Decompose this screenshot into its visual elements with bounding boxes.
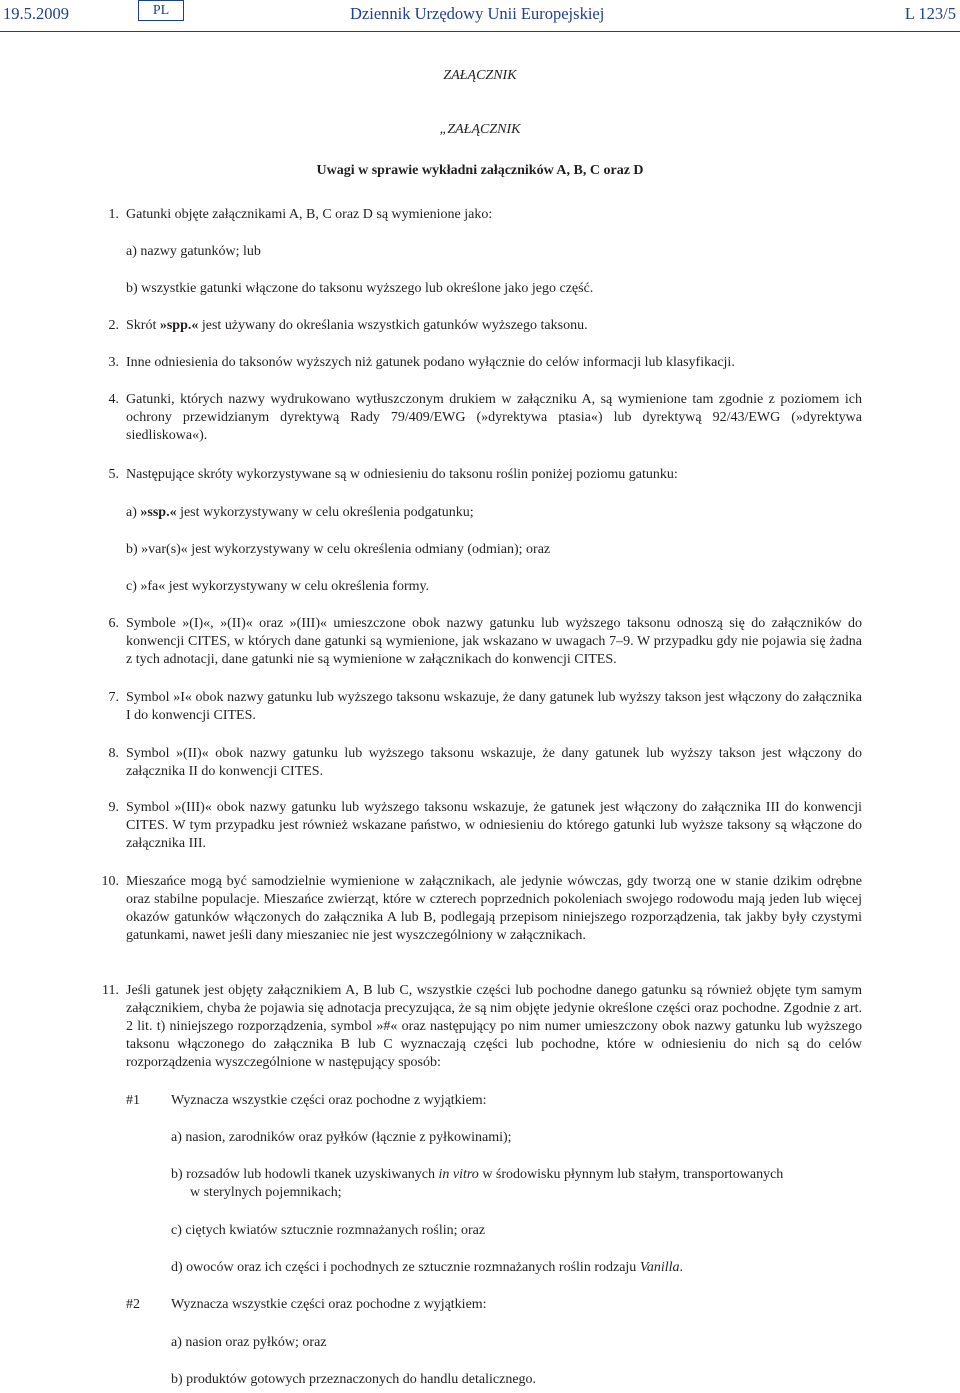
item-number: 3. xyxy=(108,355,119,370)
annotation-1d-pre: d) owoców oraz ich części i pochodnych ze sztucznie rozmnażanych roślin rodzaju xyxy=(171,1260,640,1275)
vanilla-term: Vanilla xyxy=(639,1260,680,1275)
annotation-1d-post: . xyxy=(679,1260,683,1275)
paragraph-5c: c) »fa« jest wykorzystywany w celu określenia formy. xyxy=(126,579,430,594)
paragraph-3: Inne odniesienia do taksonów wyższych niż gatunek podano wyłącznie do celów informacji lub klasyfikacji. xyxy=(126,355,735,370)
annotation-number: #1 xyxy=(126,1093,140,1108)
annotation-1b xyxy=(171,1166,783,1184)
item-number: 11. xyxy=(102,983,119,998)
page-header xyxy=(0,0,960,34)
paragraph-4: Gatunki, których nazwy wydrukowano wytłuszczonym drukiem w załączniku A, są wymienione tam zgodnie z poziomem ich ochrony przewidzianym dyrektywą Rady 79/409/EWG (»dyrektywa ptasia«) lub dyrektywą 92/43/EWG (»dyrektywa siedliskowa«). xyxy=(126,392,862,443)
header-rule xyxy=(0,31,960,32)
page-number: L 123/5 xyxy=(904,4,956,23)
item-number: 10. xyxy=(101,874,119,889)
publication-date: 19.5.2009 xyxy=(3,4,69,23)
paragraph-10: Mieszańce mogą być samodzielnie wymienione w załącznikach, ale jedynie wówczas, gdy tworzą one w stanie dzikim odrębne oraz stabilne populacje. Mieszańce zwierząt, które w czterech poprzednich pokoleniach swojego rodowodu mają jeden lub więcej okazów gatunków włączonych do załącznika A lub B, podlegają przepisom niniejszego rozporządzenia, tak jakby były czystymi gatunkami, nawet jeśli dany mieszaniec nie jest wyszczególniony w załącznikach. xyxy=(126,874,862,943)
document-title: Uwagi w sprawie wykładni załączników A, B, C oraz D xyxy=(316,163,644,178)
paragraph-5b: b) »var(s)« jest wykorzystywany w celu określenia odmiany (odmian); oraz xyxy=(126,542,551,557)
annotation-1: Wyznacza wszystkie części oraz pochodne z wyjątkiem: xyxy=(171,1093,487,1108)
journal-title: Dziennik Urzędowy Unii Europejskiej xyxy=(350,4,605,23)
annotation-1b-pre: b) rozsadów lub hodowli tkanek uzyskiwanych xyxy=(171,1167,439,1182)
annotation-1b-post: w środowisku płynnym lub stałym, transportowanych xyxy=(478,1167,784,1182)
item-number: 1. xyxy=(108,207,119,222)
annotation-2a: a) nasion oraz pyłków; oraz xyxy=(171,1335,327,1350)
language-badge: PL xyxy=(138,0,184,21)
annotation-1c: c) ciętych kwiatów sztucznie rozmnażanych roślin; oraz xyxy=(171,1223,486,1238)
item-number: 4. xyxy=(108,392,119,407)
paragraph-1a: a) nazwy gatunków; lub xyxy=(126,244,261,259)
paragraph-11: Jeśli gatunek jest objęty załącznikiem A, B lub C, wszystkie części lub pochodne danego gatunku są również objęte tym samym załącznikiem, chyba że pojawia się adnotacja precyzująca, że są nim objęte jedynie określone części oraz pochodne. Zgodnie z art. 2 lit. t) niniejszego rozporządzenia, symbol »#« oraz następujący po nim numer umieszczony obok nazwy gatunku lub wyższego taksonu włączonego do załącznika B lub C wyznaczają części lub pochodne, które w odniesieniu do nich są do celów rozporządzenia wyszczególnione w następujący sposób: xyxy=(126,983,862,1070)
paragraph-2-post: jest używany do określania wszystkich gatunków wyższego taksonu. xyxy=(198,318,588,333)
annotation-1d xyxy=(171,1259,683,1277)
item-number: 9. xyxy=(108,800,119,815)
annotation-number: #2 xyxy=(126,1297,140,1312)
item-number: 7. xyxy=(108,690,119,705)
annex-label: ZAŁĄCZNIK xyxy=(443,68,517,83)
item-number: 8. xyxy=(108,746,119,761)
item-number: 2. xyxy=(108,318,119,333)
annex-label-quoted: „ZAŁĄCZNIK xyxy=(439,122,521,137)
item-number: 5. xyxy=(108,467,119,482)
annotation-2b: b) produktów gotowych przeznaczonych do handlu detalicznego. xyxy=(171,1372,537,1387)
paragraph-5a-pre: a) xyxy=(126,505,141,520)
paragraph-5a xyxy=(126,504,474,522)
abbrev-spp: »spp.« xyxy=(159,318,199,333)
paragraph-8: Symbol »(II)« obok nazwy gatunku lub wyższego taksonu wskazuje, że dany gatunek lub wyższy takson jest włączony do załącznika II do konwencji CITES. xyxy=(126,746,862,779)
paragraph-7: Symbol »I« obok nazwy gatunku lub wyższego taksonu wskazuje, że dany gatunek lub wyższy takson jest włączony do załącznika I do konwencji CITES. xyxy=(126,690,862,723)
item-number: 6. xyxy=(108,616,119,631)
paragraph-2 xyxy=(126,317,588,335)
abbrev-ssp: »ssp.« xyxy=(140,505,177,520)
annotation-2: Wyznacza wszystkie części oraz pochodne z wyjątkiem: xyxy=(171,1297,487,1312)
paragraph-5a-post: jest wykorzystywany w celu określenia podgatunku; xyxy=(176,505,474,520)
paragraph-9: Symbol »(III)« obok nazwy gatunku lub wyższego taksonu wskazuje, że gatunek jest włączony do załącznika III do konwencji CITES. W tym przypadku jest również wskazane państwo, w odniesieniu do którego gatunki lub wyższe taksony są włączone do załącznika III. xyxy=(126,800,862,851)
paragraph-6: Symbole »(I)«, »(II)« oraz »(III)« umieszczone obok nazwy gatunku lub wyższego taksonu odnoszą się do załączników do konwencji CITES, w których dane gatunki są wymienione, jak wskazano w uwagach 7–9. W przypadku gdy nie pojawia się żadna z tych adnotacji, dane gatunki nie są wymienione w załącznikach do konwencji CITES. xyxy=(126,616,862,667)
paragraph-2-pre: Skrót xyxy=(126,318,160,333)
annotation-1a: a) nasion, zarodników oraz pyłków (łącznie z pyłkowinami); xyxy=(171,1130,512,1145)
annotation-1b-cont: w sterylnych pojemnikach; xyxy=(190,1185,342,1200)
paragraph-1: Gatunki objęte załącznikami A, B, C oraz D są wymienione jako: xyxy=(126,207,493,222)
paragraph-1b: b) wszystkie gatunki włączone do taksonu wyższego lub określone jako jego część. xyxy=(126,281,594,296)
in-vitro-term: in vitro xyxy=(438,1167,479,1182)
paragraph-5: Następujące skróty wykorzystywane są w odniesieniu do taksonu roślin poniżej poziomu gatunku: xyxy=(126,467,678,482)
